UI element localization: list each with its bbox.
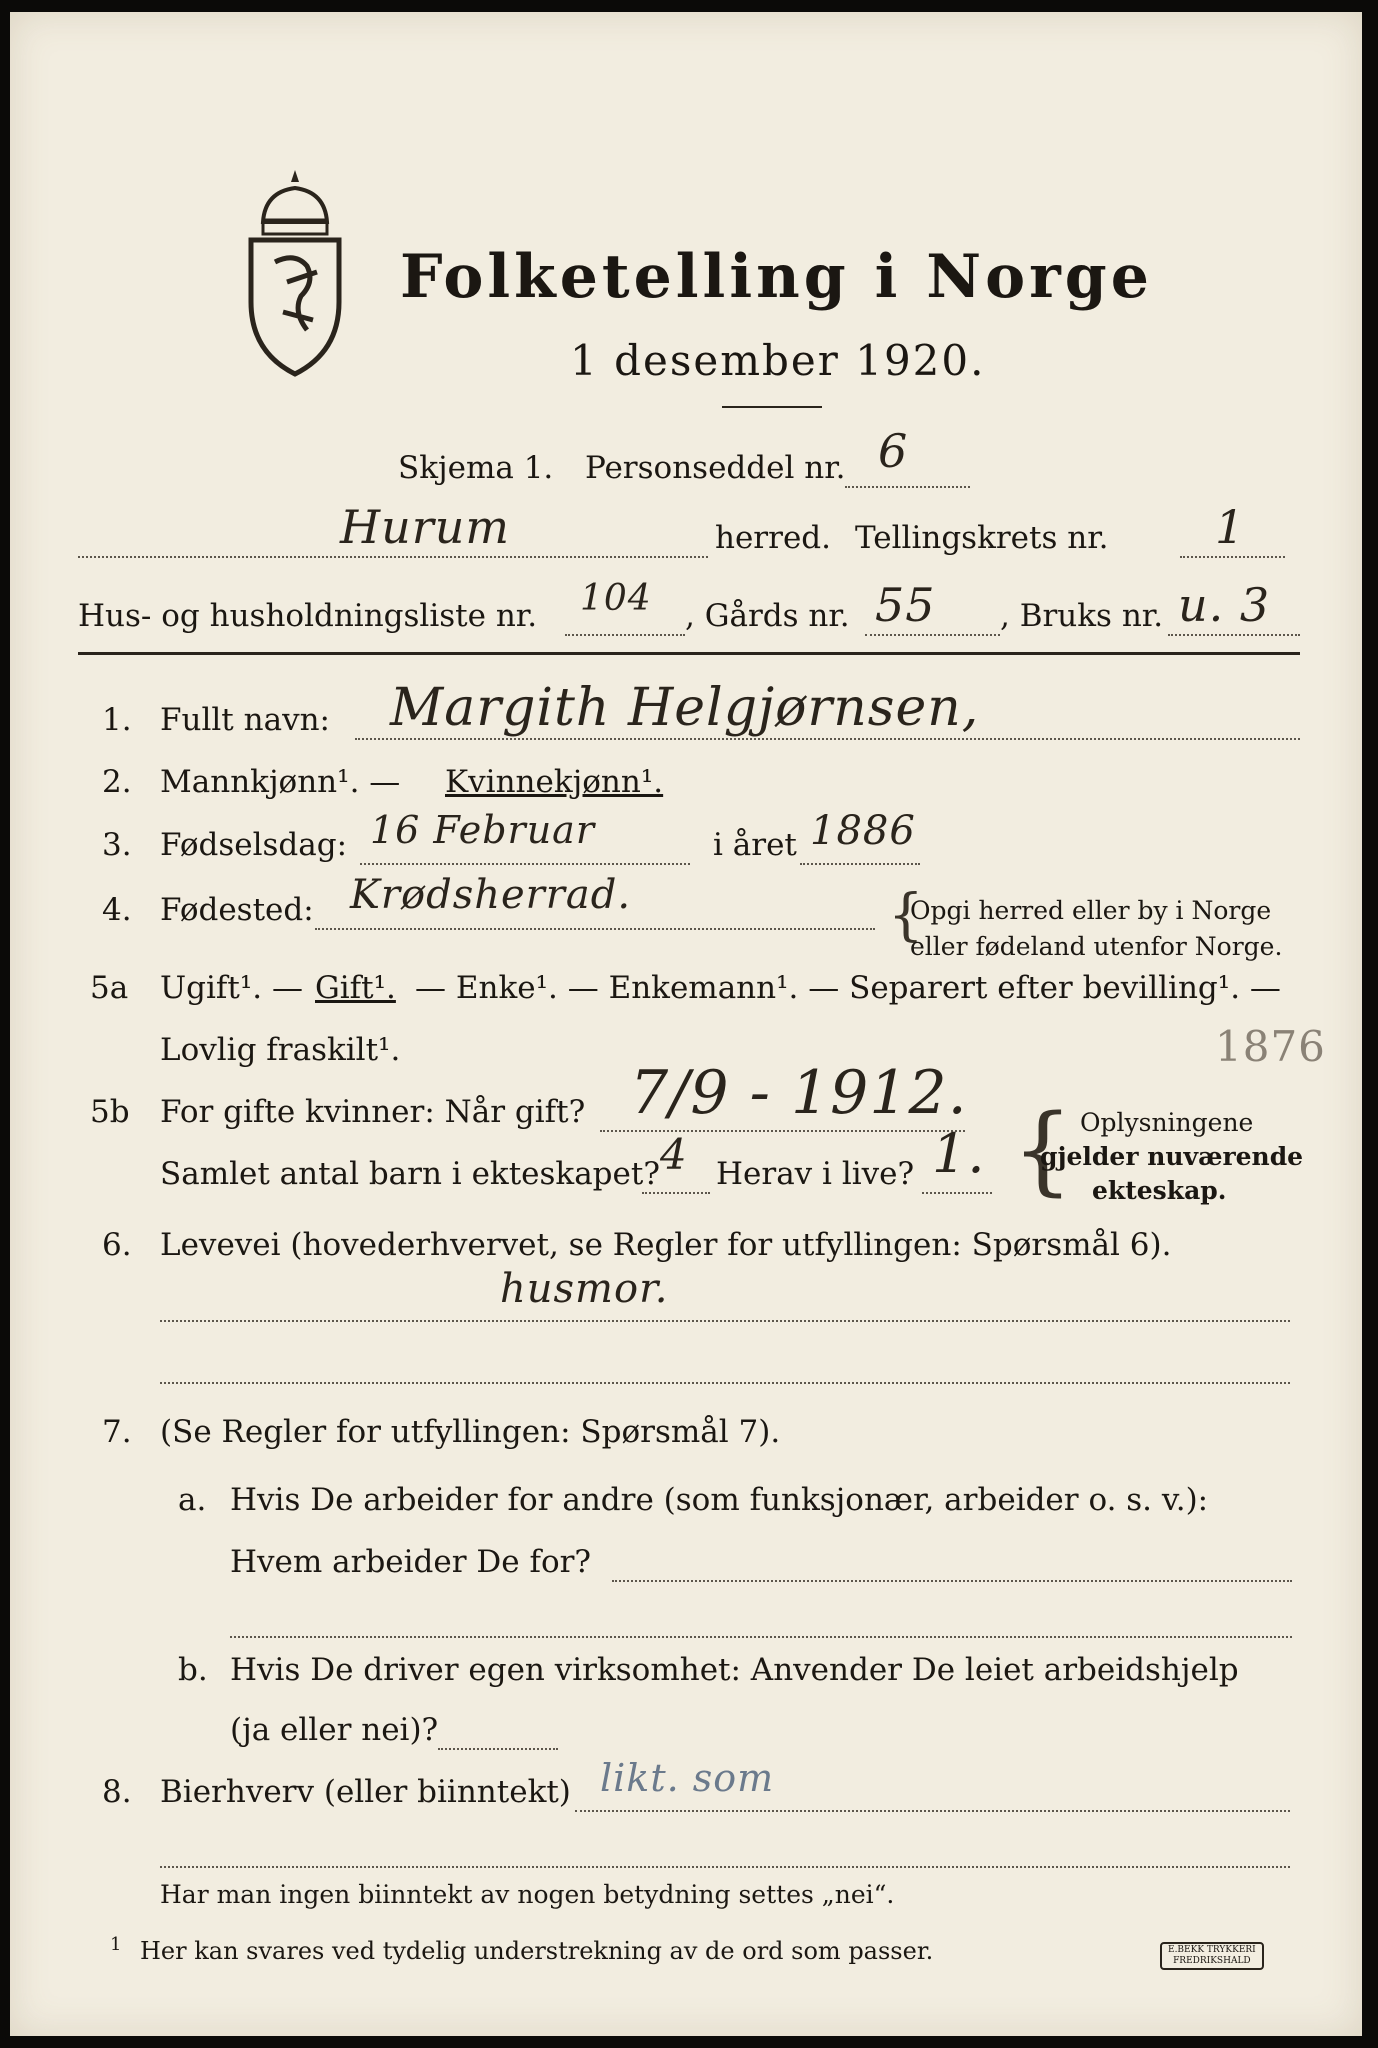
q7a-letter: a. [178, 1482, 207, 1518]
q5b-children-line [642, 1192, 710, 1194]
q7a-extra-line [230, 1636, 1292, 1638]
bruks-line [1168, 634, 1300, 636]
q5b-marriage-line [600, 1130, 965, 1132]
herred-label: herred. [715, 520, 831, 556]
q2-number: 2. [102, 764, 132, 800]
q7b-line2: (ja eller nei)? [230, 1712, 439, 1748]
q6-occupation: husmor. [500, 1266, 669, 1312]
q1-number: 1. [102, 702, 132, 738]
q5a-margin-note: 1876 [1215, 1022, 1326, 1071]
q5b-note-line1: Oplysningene [1080, 1108, 1254, 1137]
q6-line1 [160, 1320, 1290, 1322]
q5a-gift: Gift¹. [315, 970, 396, 1006]
herred-line [78, 556, 708, 558]
q2-male: Mannkjønn¹. — [160, 764, 401, 800]
q5b-marriage-date: 7/9 - 1912. [630, 1058, 968, 1128]
q6-label: Levevei (hovederhvervet, se Regler for utfyllingen: Spørsmål 6). [160, 1227, 1172, 1263]
q3-year-label: i året [713, 827, 797, 863]
q4-brace: { [888, 883, 924, 948]
header-separator [78, 652, 1300, 655]
q5a-fraskilt: Lovlig fraskilt¹. [160, 1032, 401, 1068]
census-date: 1 desember 1920. [570, 336, 986, 385]
coat-of-arms-icon [235, 162, 355, 382]
q5b-label: For gifte kvinner: Når gift? [160, 1094, 586, 1130]
q5b-note-line3: ekteskap. [1092, 1176, 1227, 1205]
q7-number: 7. [102, 1414, 132, 1450]
herred-value: Hurum [340, 500, 510, 554]
q7b-line1: Hvis De driver egen virksomhet: Anvender De leiet arbeidshjelp [230, 1652, 1239, 1688]
printer-stamp [1160, 1942, 1264, 1970]
q5a-other-options: — Enke¹. — Enkemann¹. — Separert efter bevilling¹. — [415, 970, 1281, 1006]
q7a-employer-line [612, 1580, 1292, 1582]
page-title: Folketelling i Norge [400, 242, 1153, 312]
q5b-alive-label: Herav i live? [716, 1156, 915, 1192]
husliste-line [565, 634, 685, 636]
footnote-mark: 1 [110, 1934, 122, 1955]
q3-number: 3. [102, 827, 132, 863]
printer-stamp-line2: FREDRIKSHALD [1173, 1956, 1251, 1966]
q4-label: Fødested: [160, 892, 314, 928]
q8-label: Bierhverv (eller biinntekt) [160, 1774, 571, 1810]
q3-label: Fødselsdag: [160, 827, 348, 863]
q3-birthdate: 16 Februar [370, 808, 595, 852]
q1-line [355, 738, 1300, 740]
personseddel-label: Personseddel nr. [585, 450, 846, 486]
q5b-children-label: Samlet antal barn i ekteskapet? [160, 1156, 660, 1192]
q4-line [315, 928, 875, 930]
q5a-ugift: Ugift¹. — [160, 970, 303, 1006]
q5b-alive-line [922, 1192, 992, 1194]
q5a-number: 5a [90, 970, 129, 1006]
gards-line [865, 634, 1000, 636]
q8-side-income: likt. som [600, 1756, 775, 1800]
skjema-label: Skjema 1. [398, 450, 554, 486]
note-nei: Har man ingen biinntekt av nogen betydning settes „nei“. [160, 1880, 895, 1909]
q3-birth-year: 1886 [810, 808, 916, 854]
q5b-number: 5b [90, 1094, 130, 1130]
q8-number: 8. [102, 1774, 132, 1810]
q7a-line2: Hvem arbeider De for? [230, 1544, 592, 1580]
husliste-label: Hus- og husholdningsliste nr. [78, 598, 538, 634]
q4-birthplace: Krødsherrad. [350, 872, 632, 918]
q7-label: (Se Regler for utfyllingen: Spørsmål 7). [160, 1414, 781, 1450]
tellingskrets-value: 1 [1215, 500, 1246, 554]
tellingskrets-label: Tellingskrets nr. [855, 520, 1109, 556]
gards-value: 55 [875, 578, 936, 632]
q3-year-line [800, 863, 920, 865]
q6-number: 6. [102, 1227, 132, 1263]
q4-note-line1: Opgi herred eller by i Norge [910, 896, 1272, 925]
q8-line [575, 1810, 1290, 1812]
q7a-line1: Hvis De arbeider for andre (som funksjonær, arbeider o. s. v.): [230, 1482, 1209, 1518]
q2-female: Kvinnekjønn¹. [445, 764, 664, 800]
q3-line [360, 863, 690, 865]
tellingskrets-line [1180, 556, 1285, 558]
q6-line2 [160, 1382, 1290, 1384]
q4-note-line2: eller fødeland utenfor Norge. [910, 932, 1283, 961]
personseddel-value: 6 [878, 424, 909, 478]
q8-extra-line [160, 1866, 1290, 1868]
bruks-value: u. 3 [1178, 578, 1271, 632]
q7b-line [438, 1748, 558, 1750]
printer-stamp-line1: E.BEKK TRYKKERI [1168, 1945, 1256, 1955]
q1-label: Fullt navn: [160, 702, 330, 738]
husliste-value: 104 [580, 578, 652, 619]
title-divider [722, 406, 822, 408]
q4-number: 4. [102, 892, 132, 928]
q7b-letter: b. [178, 1652, 208, 1688]
q5b-note-line2: gjelder nuværende [1040, 1142, 1304, 1171]
footnote-text: Her kan svares ved tydelig understrekning av de ord som passer. [140, 1937, 934, 1965]
q5b-children-value: 4 [660, 1130, 688, 1179]
q5b-alive-value: 1. [932, 1122, 986, 1185]
personseddel-line [845, 486, 970, 488]
census-form-page [10, 12, 1362, 2036]
q5b-brace: { [1012, 1094, 1074, 1206]
q1-full-name: Margith Helgjørnsen, [390, 678, 980, 738]
bruks-label: , Bruks nr. [1000, 598, 1164, 634]
gards-label: , Gårds nr. [685, 598, 850, 634]
